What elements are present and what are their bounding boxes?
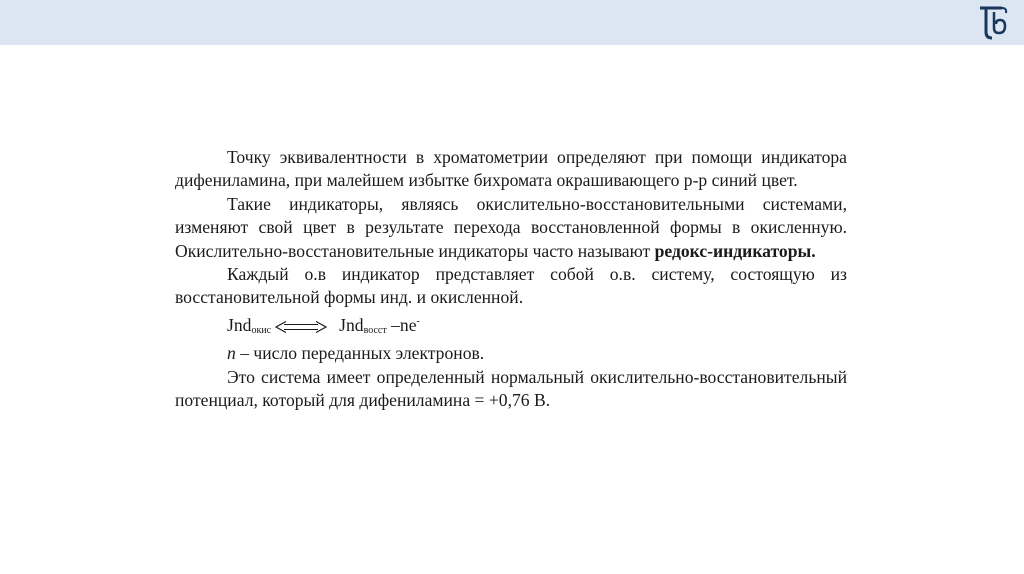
paragraph-3: Каждый о.в индикатор представляет собой о.в. систему, состоящую из восстановительной формы инд. и окисленной. [175, 264, 847, 308]
eq-left: Jnd [227, 314, 252, 335]
paragraph-1: Точку эквивалентности в хроматометрии определяют при помощи индикатора дифениламина, при малейшем избытке бихромата окрашивающего р-р синий цвет. [175, 147, 847, 191]
paragraph-4 [175, 342, 847, 365]
header-band [0, 0, 1024, 45]
university-logo-icon [976, 2, 1010, 42]
eq-tail-superscript: - [416, 315, 420, 327]
eq-right-subscript: восст [363, 324, 387, 336]
eq-tail: –ne [386, 314, 417, 335]
variable-n: n [227, 343, 236, 364]
eq-right: Jnd [339, 314, 364, 335]
eq-left-subscript: окис [251, 324, 272, 336]
paragraph-2 [175, 193, 847, 263]
document-body [175, 146, 847, 412]
equation-line [175, 310, 847, 342]
paragraph-5: Это система имеет определенный нормальный окислительно-восстановительный потенциал, который для дифениламина = +0,76 В. [175, 366, 847, 411]
paragraph-2-text: Такие индикаторы, являясь окислительно-восстановительными системами, изменяют свой цвет в результате перехода восстановленной формы в окисленную. Окислительно-восстановительные индикаторы часто называют [175, 193, 847, 261]
double-arrow-icon [275, 321, 327, 333]
redox-term: редокс-индикаторы. [654, 240, 816, 261]
paragraph-4-text: – число переданных электронов. [235, 343, 485, 364]
